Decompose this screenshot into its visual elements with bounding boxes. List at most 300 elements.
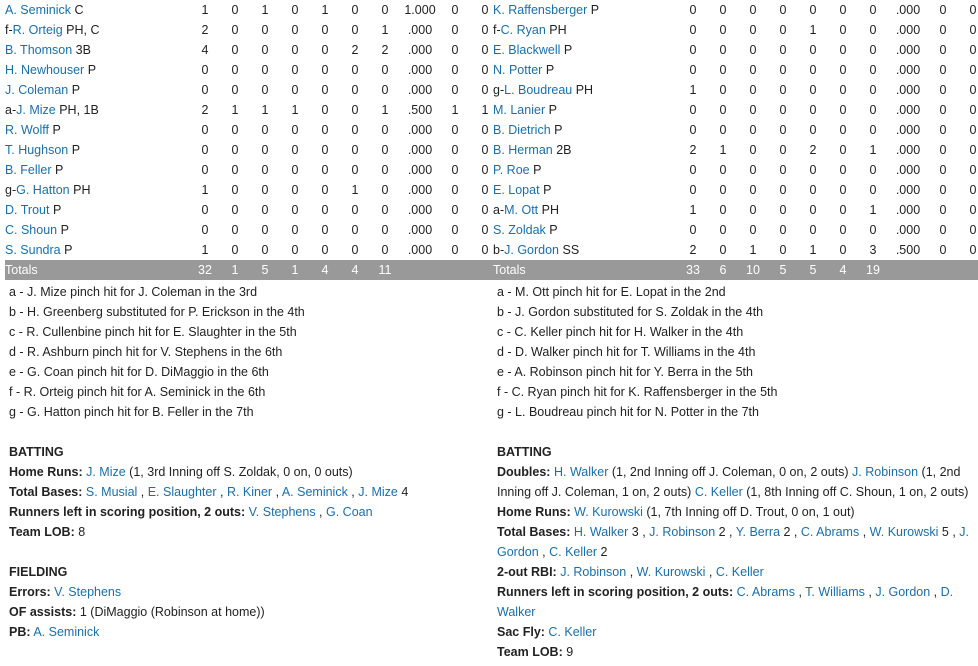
player-row — [5, 240, 500, 260]
player-link[interactable]: C. Keller — [549, 545, 598, 559]
substitution-note: e - A. Robinson pinch hit for Y. Berra in the 5th — [497, 365, 753, 379]
stat-cell: 0 — [261, 183, 269, 197]
player-link[interactable]: Y. Berra — [735, 525, 781, 539]
player-name-link[interactable]: J. Gordon — [504, 243, 560, 257]
stat-cell: 1 — [261, 3, 269, 17]
stat-cell: 0 — [809, 43, 817, 57]
stat-cell: 0 — [321, 183, 329, 197]
stat-line-label: PB: — [9, 625, 31, 639]
stat-cell: .000 — [407, 63, 433, 77]
player-name-link[interactable]: B. Herman — [493, 143, 553, 157]
substitution-note: f - R. Orteig pinch hit for A. Seminick in the 6th — [9, 385, 266, 399]
player-name-link[interactable]: J. Coleman — [5, 83, 69, 97]
player-position: SS — [562, 243, 580, 257]
stat-cell: 0 — [869, 23, 877, 37]
stat-line — [9, 502, 485, 522]
player-name-link[interactable]: P. Roe — [493, 163, 530, 177]
player-name-link[interactable]: S. Sundra — [5, 243, 61, 257]
stat-cell: 1 — [381, 103, 389, 117]
stat-cell: 0 — [779, 183, 787, 197]
player-name-link[interactable]: B. Feller — [5, 163, 52, 177]
stat-cell: .000 — [895, 103, 921, 117]
stat-cell: 0 — [321, 103, 329, 117]
stat-cell: 0 — [939, 203, 947, 217]
stat-line-label: Team LOB: — [497, 645, 563, 659]
stat-text: 8 — [78, 525, 86, 539]
player-row — [493, 240, 978, 260]
player-name-link[interactable]: C. Shoun — [5, 223, 58, 237]
player-cell — [493, 60, 678, 80]
stat-cell: 1 — [291, 103, 299, 117]
stat-cell: 0 — [291, 83, 299, 97]
stat-line-label: Total Bases: — [497, 525, 571, 539]
stat-line — [497, 622, 973, 642]
stat-cell: 1 — [869, 203, 877, 217]
stat-cell: .000 — [407, 43, 433, 57]
stat-cell: 0 — [481, 3, 489, 17]
player-cell — [5, 80, 190, 100]
stat-cell: 0 — [779, 243, 787, 257]
player-row — [493, 40, 978, 60]
player-name-link[interactable]: A. Seminick — [5, 3, 71, 17]
stat-cell: 0 — [351, 163, 359, 177]
stat-cell: 0 — [869, 3, 877, 17]
player-link[interactable]: D. Walker — [497, 585, 954, 619]
stat-cell: 0 — [809, 83, 817, 97]
player-name-link[interactable]: J. Mize — [16, 103, 56, 117]
stat-cell: 2 — [809, 143, 817, 157]
stat-cell: .500 — [407, 103, 433, 117]
player-link[interactable]: J. Gordon — [875, 585, 931, 599]
stat-cell: 0 — [779, 83, 787, 97]
player-cell — [5, 100, 190, 120]
stat-cell: 0 — [321, 83, 329, 97]
stat-cell: 0 — [809, 3, 817, 17]
stat-cell: 0 — [749, 83, 757, 97]
stat-cell: 0 — [969, 23, 977, 37]
player-name-link[interactable]: L. Boudreau — [504, 83, 573, 97]
stat-cell: 0 — [839, 63, 847, 77]
player-cell — [5, 160, 190, 180]
stat-cell: 0 — [749, 123, 757, 137]
player-name-link[interactable]: E. Lopat — [493, 183, 540, 197]
stat-cell: 0 — [291, 3, 299, 17]
stat-cell: 0 — [321, 23, 329, 37]
stat-cell: 0 — [291, 203, 299, 217]
stat-cell: 0 — [809, 203, 817, 217]
totals-stat-cell: 11 — [370, 260, 400, 280]
player-link[interactable]: H. Walker — [553, 465, 609, 479]
player-cell — [493, 0, 678, 20]
stat-cell: 1 — [481, 103, 489, 117]
totals-stat-cell: 6 — [708, 260, 738, 280]
player-cell — [493, 220, 678, 240]
player-cell — [5, 180, 190, 200]
stat-cell: 0 — [291, 183, 299, 197]
stat-cell: 2 — [381, 43, 389, 57]
stat-cell: 1 — [261, 103, 269, 117]
stat-line-label: Errors: — [9, 585, 51, 599]
stat-cell: 0 — [939, 183, 947, 197]
stat-cell: 0 — [451, 163, 459, 177]
section-title: BATTING — [497, 445, 552, 459]
stat-cell: 2 — [201, 103, 209, 117]
player-name-link[interactable]: B. Dietrich — [493, 123, 551, 137]
stat-cell: 0 — [969, 123, 977, 137]
substitution-note: d - R. Ashburn pinch hit for V. Stephens in the 6th — [9, 345, 283, 359]
player-row — [5, 180, 500, 200]
player-name-link[interactable]: S. Zoldak — [493, 223, 546, 237]
player-row — [493, 80, 978, 100]
player-name-link[interactable]: T. Hughson — [5, 143, 69, 157]
player-link[interactable]: J. Mize — [86, 465, 126, 479]
stat-cell: 0 — [451, 3, 459, 17]
player-link[interactable]: S. Musial — [85, 485, 138, 499]
player-cell — [493, 40, 678, 60]
player-position: P — [52, 123, 61, 137]
stat-cell: .000 — [895, 203, 921, 217]
stat-cell: 0 — [749, 183, 757, 197]
totals-label: Totals — [493, 260, 678, 280]
stat-line — [497, 502, 973, 522]
player-row — [493, 140, 978, 160]
stat-text: 4 — [397, 485, 409, 499]
stat-cell: 1 — [201, 183, 209, 197]
player-row — [5, 200, 500, 220]
substitution-note: c - R. Cullenbine pinch hit for E. Slaughter in the 5th — [9, 325, 297, 339]
stat-cell: 0 — [291, 23, 299, 37]
stat-text: (1, 3rd Inning off S. Zoldak, 0 on, 0 outs) — [125, 465, 353, 479]
player-link[interactable]: T. Williams — [805, 585, 865, 599]
totals-stat-cell — [440, 260, 470, 280]
player-name-link[interactable]: H. Newhouser — [5, 63, 85, 77]
stat-cell: 1 — [749, 243, 757, 257]
stat-cell: 0 — [939, 223, 947, 237]
player-row — [5, 40, 500, 60]
stat-cell: 0 — [839, 203, 847, 217]
stat-cell: 0 — [351, 3, 359, 17]
player-row — [493, 200, 978, 220]
stat-cell: 1 — [381, 23, 389, 37]
sub-prefix: f- — [5, 23, 13, 37]
sub-prefix: a- — [493, 203, 505, 217]
stat-cell: 0 — [381, 83, 389, 97]
stat-cell: 0 — [809, 103, 817, 117]
player-position: PH, C — [66, 23, 100, 37]
player-link[interactable]: V. Stephens — [54, 585, 122, 599]
stat-cell: 0 — [481, 203, 489, 217]
stat-cell: 0 — [201, 163, 209, 177]
player-position: P — [55, 163, 64, 177]
stat-cell: 0 — [869, 83, 877, 97]
player-row — [5, 220, 500, 240]
stat-cell: .000 — [407, 223, 433, 237]
player-row — [493, 60, 978, 80]
stat-cell: 0 — [719, 83, 727, 97]
stat-cell: .000 — [407, 203, 433, 217]
player-link[interactable]: J. Gordon — [497, 525, 969, 559]
stat-cell: 0 — [939, 123, 947, 137]
player-position: P — [590, 3, 600, 17]
player-link[interactable]: C. Keller — [548, 625, 597, 639]
player-link[interactable]: J. Robinson — [560, 565, 627, 579]
stat-text: 1 (DiMaggio (Robinson at home)) — [79, 605, 265, 619]
substitution-note: c - C. Keller pinch hit for H. Walker in the 4th — [497, 325, 744, 339]
stat-cell: 0 — [779, 23, 787, 37]
stat-cell: 0 — [261, 123, 269, 137]
stat-cell: 0 — [291, 143, 299, 157]
totals-stat-cell: 4 — [310, 260, 340, 280]
stat-cell: 0 — [869, 223, 877, 237]
stat-cell: 0 — [779, 103, 787, 117]
player-row — [493, 0, 978, 20]
player-row — [5, 160, 500, 180]
player-cell — [493, 80, 678, 100]
stat-cell: .000 — [407, 243, 433, 257]
stat-cell: 0 — [939, 3, 947, 17]
stat-cell: 0 — [779, 3, 787, 17]
player-link[interactable]: C. Abrams — [736, 585, 795, 599]
player-position: PH — [73, 183, 91, 197]
stat-cell: 0 — [451, 43, 459, 57]
stat-cell: 0 — [939, 23, 947, 37]
left-team-panel — [5, 0, 489, 642]
stat-cell: .000 — [895, 83, 921, 97]
stat-cell: 0 — [321, 143, 329, 157]
player-link[interactable]: J. Robinson — [649, 525, 716, 539]
player-link[interactable]: E. Slaughter — [147, 485, 217, 499]
stat-cell: 0 — [351, 123, 359, 137]
player-name-link[interactable]: M. Ott — [504, 203, 539, 217]
stat-cell: 0 — [451, 63, 459, 77]
stat-text: 2 — [597, 545, 608, 559]
player-cell — [493, 140, 678, 160]
player-name-link[interactable]: N. Potter — [493, 63, 543, 77]
player-link[interactable]: A. Seminick — [33, 625, 100, 639]
totals-row — [5, 260, 500, 280]
right-team-panel — [493, 0, 977, 662]
stat-line-label: Runners left in scoring position, 2 outs: — [497, 585, 734, 599]
player-cell — [493, 120, 678, 140]
stat-cell: 0 — [321, 223, 329, 237]
player-name-link[interactable]: D. Trout — [5, 203, 50, 217]
stat-cell: 0 — [779, 163, 787, 177]
stat-cell: 0 — [749, 103, 757, 117]
stat-cell: 0 — [969, 63, 977, 77]
stat-cell: 0 — [201, 63, 209, 77]
stat-cell: .000 — [895, 183, 921, 197]
stat-cell: 0 — [351, 103, 359, 117]
player-name-link[interactable]: C. Ryan — [500, 23, 546, 37]
stat-cell: 0 — [451, 223, 459, 237]
stat-cell: 0 — [719, 123, 727, 137]
totals-stat-cell: 4 — [340, 260, 370, 280]
player-link[interactable]: V. Stephens — [248, 505, 316, 519]
sub-prefix: g- — [5, 183, 17, 197]
stat-text: , — [864, 585, 876, 599]
stat-cell: 0 — [869, 123, 877, 137]
player-position: PH — [575, 83, 594, 97]
substitution-note: g - L. Boudreau pinch hit for N. Potter in the 7th — [497, 405, 759, 419]
stat-cell: 0 — [481, 223, 489, 237]
player-link[interactable]: G. Coan — [326, 505, 373, 519]
stat-cell: 0 — [969, 143, 977, 157]
stat-cell: 0 — [201, 83, 209, 97]
player-row — [493, 20, 978, 40]
stat-cell: 0 — [779, 143, 787, 157]
stat-cell: 0 — [719, 223, 727, 237]
stat-cell: 0 — [321, 163, 329, 177]
stat-cell: 0 — [351, 63, 359, 77]
stat-cell: 0 — [351, 23, 359, 37]
player-cell — [5, 40, 190, 60]
player-name-link[interactable]: B. Thomson — [5, 43, 73, 57]
stat-cell: 0 — [381, 243, 389, 257]
stat-cell: .000 — [895, 63, 921, 77]
stat-text: , — [538, 545, 550, 559]
stat-cell: 0 — [481, 123, 489, 137]
stat-cell: 0 — [231, 83, 239, 97]
stat-text: , — [137, 485, 148, 499]
player-position: PH, 1B — [59, 103, 99, 117]
stat-text: (1, 8th Inning off C. Shoun, 1 on, 2 outs) — [742, 485, 969, 499]
stat-cell: 0 — [839, 3, 847, 17]
stat-cell: 0 — [481, 163, 489, 177]
stat-cell: 0 — [809, 183, 817, 197]
stat-cell: 0 — [719, 163, 727, 177]
stat-cell: 0 — [381, 183, 389, 197]
stat-line — [497, 582, 973, 622]
player-name-link[interactable]: E. Blackwell — [493, 43, 561, 57]
stat-cell: .000 — [407, 183, 433, 197]
player-name-link[interactable]: R. Orteig — [12, 23, 63, 37]
stat-cell: 0 — [481, 243, 489, 257]
player-name-link[interactable]: G. Hatton — [16, 183, 70, 197]
stat-cell: 0 — [969, 163, 977, 177]
stat-line — [497, 522, 973, 562]
stat-cell: 0 — [689, 223, 697, 237]
stat-cell: 0 — [719, 243, 727, 257]
totals-stat-cell: 1 — [280, 260, 310, 280]
player-position: P — [71, 143, 81, 157]
stat-cell: 0 — [969, 103, 977, 117]
player-name-link[interactable]: K. Raffensberger — [493, 3, 588, 17]
stat-text: , — [705, 565, 716, 579]
stat-text: 2 , — [715, 525, 736, 539]
substitution-note: a - M. Ott pinch hit for E. Lopat in the 2nd — [497, 285, 726, 299]
stat-cell: 0 — [969, 43, 977, 57]
stat-cell: 0 — [261, 63, 269, 77]
player-position: P — [60, 223, 69, 237]
stat-cell: 0 — [201, 203, 209, 217]
player-name-link[interactable]: R. Wolff — [5, 123, 49, 137]
stat-line — [9, 482, 485, 502]
stat-cell: 0 — [291, 223, 299, 237]
player-link[interactable]: C. Keller — [715, 565, 764, 579]
stat-text: , — [347, 485, 359, 499]
stat-cell: 0 — [451, 123, 459, 137]
stat-cell: 0 — [481, 83, 489, 97]
stat-cell: 0 — [291, 63, 299, 77]
stat-cell: .000 — [895, 223, 921, 237]
stat-cell: 0 — [381, 163, 389, 177]
stat-cell: 0 — [381, 223, 389, 237]
player-row — [5, 80, 500, 100]
stat-cell: 0 — [451, 183, 459, 197]
stat-cell: 0 — [779, 63, 787, 77]
stat-cell: 0 — [261, 143, 269, 157]
stat-cell: 0 — [939, 243, 947, 257]
sub-prefix: f- — [493, 23, 501, 37]
player-link[interactable]: C. Keller — [694, 485, 743, 499]
player-link[interactable]: J. Robinson — [852, 465, 919, 479]
player-link[interactable]: R. Kiner — [226, 485, 273, 499]
stat-cell: 0 — [969, 223, 977, 237]
substitution-note: e - G. Coan pinch hit for D. DiMaggio in the 6th — [9, 365, 269, 379]
player-link[interactable]: W. Kurowski — [636, 565, 706, 579]
player-row — [493, 160, 978, 180]
stat-cell: 0 — [809, 163, 817, 177]
stat-line — [497, 462, 973, 502]
player-cell — [493, 20, 678, 40]
stat-cell: 0 — [749, 143, 757, 157]
player-link[interactable]: C. Abrams — [800, 525, 860, 539]
stat-cell: 0 — [689, 43, 697, 57]
player-link[interactable]: W. Kurowski — [574, 505, 643, 519]
stat-text: (1, 7th Inning off D. Trout, 0 on, 1 out) — [642, 505, 855, 519]
stat-cell: 0 — [261, 223, 269, 237]
player-link[interactable]: H. Walker — [573, 525, 629, 539]
substitution-note: f - C. Ryan pinch hit for K. Raffensberger in the 5th — [497, 385, 778, 399]
stat-cell: 0 — [321, 203, 329, 217]
player-position: P — [87, 63, 97, 77]
stat-cell: 0 — [689, 163, 697, 177]
stat-cell: 0 — [231, 183, 239, 197]
player-link[interactable]: J. Mize — [358, 485, 398, 499]
stat-cell: 1 — [719, 143, 727, 157]
player-name-link[interactable]: M. Lanier — [493, 103, 546, 117]
stat-cell: 2 — [689, 243, 697, 257]
stat-cell: 0 — [451, 243, 459, 257]
stat-cell: 0 — [869, 103, 877, 117]
stat-line-label: Runners left in scoring position, 2 outs: — [9, 505, 246, 519]
stat-cell: 0 — [689, 63, 697, 77]
stat-text: , — [626, 565, 637, 579]
stat-cell: 0 — [291, 43, 299, 57]
stat-cell: 0 — [809, 123, 817, 137]
stat-cell: 0 — [481, 63, 489, 77]
player-row — [493, 100, 978, 120]
stat-cell: 0 — [749, 63, 757, 77]
stat-cell: 0 — [351, 143, 359, 157]
stat-cell: 0 — [719, 3, 727, 17]
stat-cell: 0 — [939, 143, 947, 157]
player-link[interactable]: W. Kurowski — [869, 525, 939, 539]
substitution-note: a - J. Mize pinch hit for J. Coleman in the 3rd — [9, 285, 258, 299]
player-link[interactable]: A. Seminick — [281, 485, 348, 499]
totals-stat-cell: 4 — [828, 260, 858, 280]
stat-text: 5 , — [938, 525, 960, 539]
stat-text: 2 , — [780, 525, 801, 539]
stat-cell: .000 — [895, 3, 921, 17]
stat-cell: 0 — [839, 43, 847, 57]
stat-cell: 0 — [451, 83, 459, 97]
stat-cell: 0 — [939, 83, 947, 97]
stat-cell: .000 — [407, 23, 433, 37]
stat-cell: 0 — [719, 63, 727, 77]
stat-cell: 0 — [291, 243, 299, 257]
totals-row — [493, 260, 978, 280]
